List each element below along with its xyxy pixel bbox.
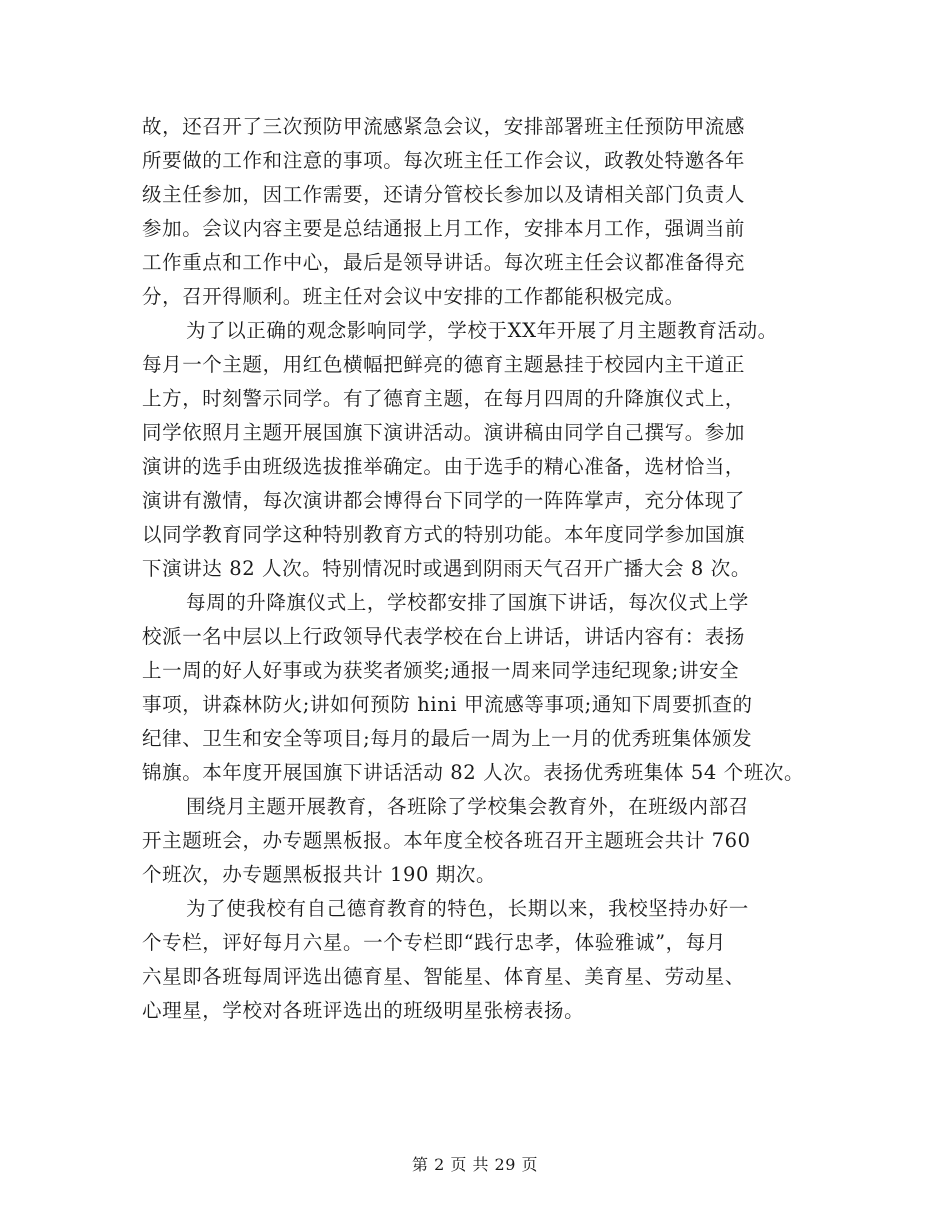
document-body [142, 110, 842, 1028]
text-line: 个班次，办专题黑板报共计 190 期次。 [142, 863, 497, 886]
text-line: 下演讲达 82 人次。特别情况时或遇到阴雨天气召开广播大会 8 次。 [142, 557, 751, 580]
text-line: 工作重点和工作中心，最后是领导讲话。每次班主任会议都准备得充 [142, 251, 746, 274]
text-line: 上方，时刻警示同学。有了德育主题，在每月四周的升降旗仪式上， [142, 387, 746, 410]
text-line: 为了以正确的观念影响同学，学校于XX年开展了月主题教育活动。 [186, 319, 778, 342]
page-number-footer: 第 2 页 共 29 页 [412, 1155, 538, 1174]
text-line: 演讲的选手由班级选拔推举确定。由于选手的精心准备，选材恰当， [142, 455, 746, 478]
text-line: 每月一个主题，用红色横幅把鲜亮的德育主题悬挂于校园内主干道正 [142, 353, 746, 376]
text-line: 校派一名中层以上行政领导代表学校在台上讲话，讲话内容有：表扬 [142, 625, 746, 648]
text-line: 参加。会议内容主要是总结通报上月工作，安排本月工作，强调当前 [142, 217, 746, 240]
text-line: 级主任参加，因工作需要，还请分管校长参加以及请相关部门负责人 [142, 183, 746, 206]
text-line: 个专栏，评好每月六星。一个专栏即“践行忠孝，体验雅诚”，每月 [142, 931, 726, 954]
text-line: 演讲有激情，每次演讲都会博得台下同学的一阵阵掌声，充分体现了 [142, 489, 746, 512]
text-line: 每周的升降旗仪式上，学校都安排了国旗下讲话，每次仪式上学 [186, 591, 749, 614]
text-line: 事项，讲森林防火;讲如何预防 hini 甲流感等事项;通知下周要抓查的 [142, 693, 753, 716]
text-line: 分，召开得顺利。班主任对会议中安排的工作都能积极完成。 [142, 285, 685, 308]
text-line: 锦旗。本年度开展国旗下讲话活动 82 人次。表扬优秀班集体 54 个班次。 [142, 761, 805, 784]
text-line: 开主题班会，办专题黑板报。本年度全校各班召开主题班会共计 760 [142, 829, 751, 852]
text-line: 纪律、卫生和安全等项目;每月的最后一周为上一月的优秀班集体颁发 [142, 727, 753, 750]
text-line: 以同学教育同学这种特别教育方式的特别功能。本年度同学参加国旗 [142, 523, 746, 546]
text-line: 围绕月主题开展教育，各班除了学校集会教育外，在班级内部召 [186, 795, 749, 818]
text-line: 上一周的好人好事或为获奖者颁奖;通报一周来同学违纪现象;讲安全 [142, 659, 740, 682]
text-line: 同学依照月主题开展国旗下演讲活动。演讲稿由同学自己撰写。参加 [142, 421, 746, 444]
text-line: 故，还召开了三次预防甲流感紧急会议，安排部署班主任预防甲流感 [142, 115, 746, 138]
text-line: 所要做的工作和注意的事项。每次班主任工作会议，政教处特邀各年 [142, 149, 746, 172]
text-line: 为了使我校有自己德育教育的特色，长期以来，我校坚持办好一 [186, 897, 749, 920]
text-line: 心理星，学校对各班评选出的班级明星张榜表扬。 [142, 999, 585, 1022]
text-line: 六星即各班每周评选出德育星、智能星、体育星、美育星、劳动星、 [142, 965, 746, 988]
